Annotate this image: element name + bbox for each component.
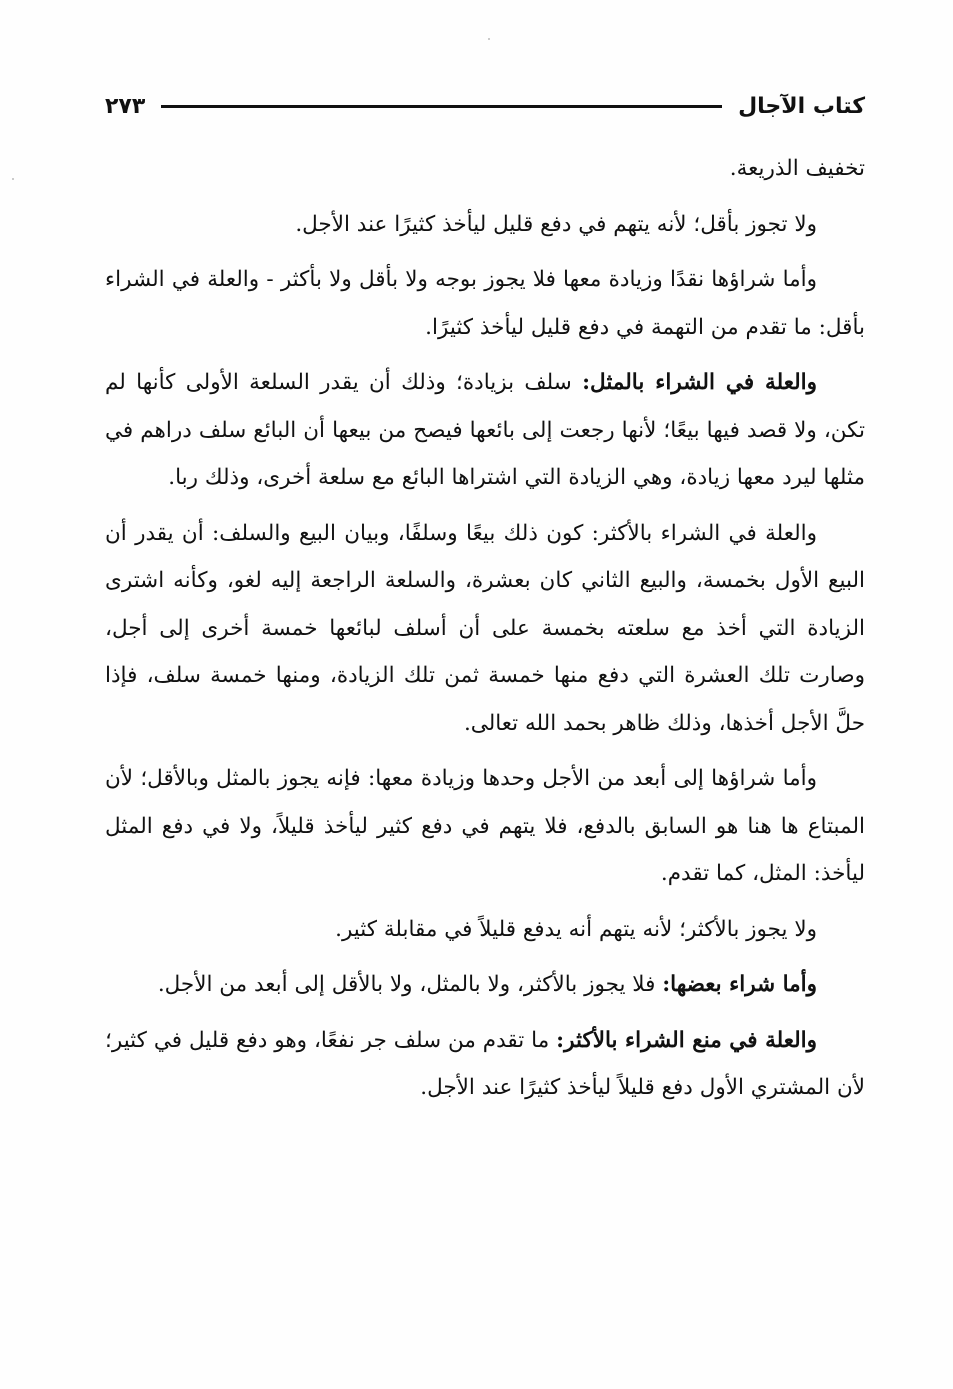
paragraph-lead: وأما شراء بعضها: [662,972,817,997]
paragraph [105,359,865,502]
paragraph-text: ما تقدم من سلف جر نفعًا، وهو دفع قليل في كثير؛ لأن المشتري الأول دفع قليلاً ليأخذ كثيرًا عند الأجل. [105,1027,865,1100]
header-rule [161,105,722,108]
paragraph-text: تخفيف الذريعة. [729,156,865,181]
paragraph [105,256,865,351]
paragraph-lead: والعلة في منع الشراء بالأكثر: [556,1027,817,1053]
paragraph-text: سلف بزيادة؛ وذلك أن يقدر السلعة الأولى كأنها لم تكن، ولا قصد فيها بيعًا؛ لأنها رجعت إلى بائعها فيصح من بيعها أن البائع سلف دراهم في مثلها ليرد معها زيادة، وهي الزيادة التي اشتراها البائع مع سلعة أخرى، وذلك ربا. [105,370,865,490]
paragraph [105,755,865,898]
paragraph-text: فلا يجوز بالأكثر، ولا بالمثل، ولا بالأقل إلى أبعد من الأجل. [157,972,663,997]
body-text [105,145,865,1120]
paragraph-text: وأما شراؤها إلى أبعد من الأجل وحدها وزيادة معها: فإنه يجوز بالمثل وبالأقل؛ لأن المبتاع ها هنا هو السابق بالدفع، فلا يتهم في دفع كثير ليأخذ قليلاً، ولا في دفع المثل ليأخذ: المثل، كما تقدم. [105,766,865,886]
running-title: كتاب الآجال [738,93,865,119]
paragraph [105,1017,865,1112]
paragraph-text: ولا تجوز بأقل؛ لأنه يتهم في دفع قليل ليأخذ كثيرًا عند الأجل. [295,211,817,237]
paragraph [105,906,865,954]
paragraph [105,145,865,193]
page-number: ٢٧٣ [105,93,146,119]
scan-speck [12,178,14,180]
running-header [105,86,865,126]
paragraph [105,961,865,1009]
paragraph-text: وأما شراؤها نقدًا وزيادة معها فلا يجوز بوجه ولا بأقل ولا بأكثر - والعلة في الشراء بأقل: ما تقدم من التهمة في دفع قليل ليأخذ كثيرًا. [105,267,865,340]
scan-speck [488,38,490,40]
paragraph-text: ولا يجوز بالأكثر؛ لأنه يتهم أنه يدفع قليلاً في مقابلة كثير. [335,916,817,942]
paragraph-text: والعلة في الشراء بالأكثر: كون ذلك بيعًا وسلفًا، وبيان البيع والسلف: أن يقدر أن البيع الأول بخمسة، والبيع الثاني كان بعشرة، والسلعة الراجعة إليه لغو، وكأنه اشترى الزيادة التي أخذ مع سلعته بخمسة على أن أسلف لبائعها خمسة أخرى إلى أجل، وصارت تلك العشرة التي دفع منها خمسة ثمن تلك الزيادة، ومنها خمسة سلف، فإذا حلَّ الأجل أخذها، وذلك ظاهر بحمد الله تعالى. [105,520,865,736]
paragraph [105,201,865,249]
paragraph-lead: والعلة في الشراء بالمثل: [582,370,817,395]
paragraph [105,510,865,748]
